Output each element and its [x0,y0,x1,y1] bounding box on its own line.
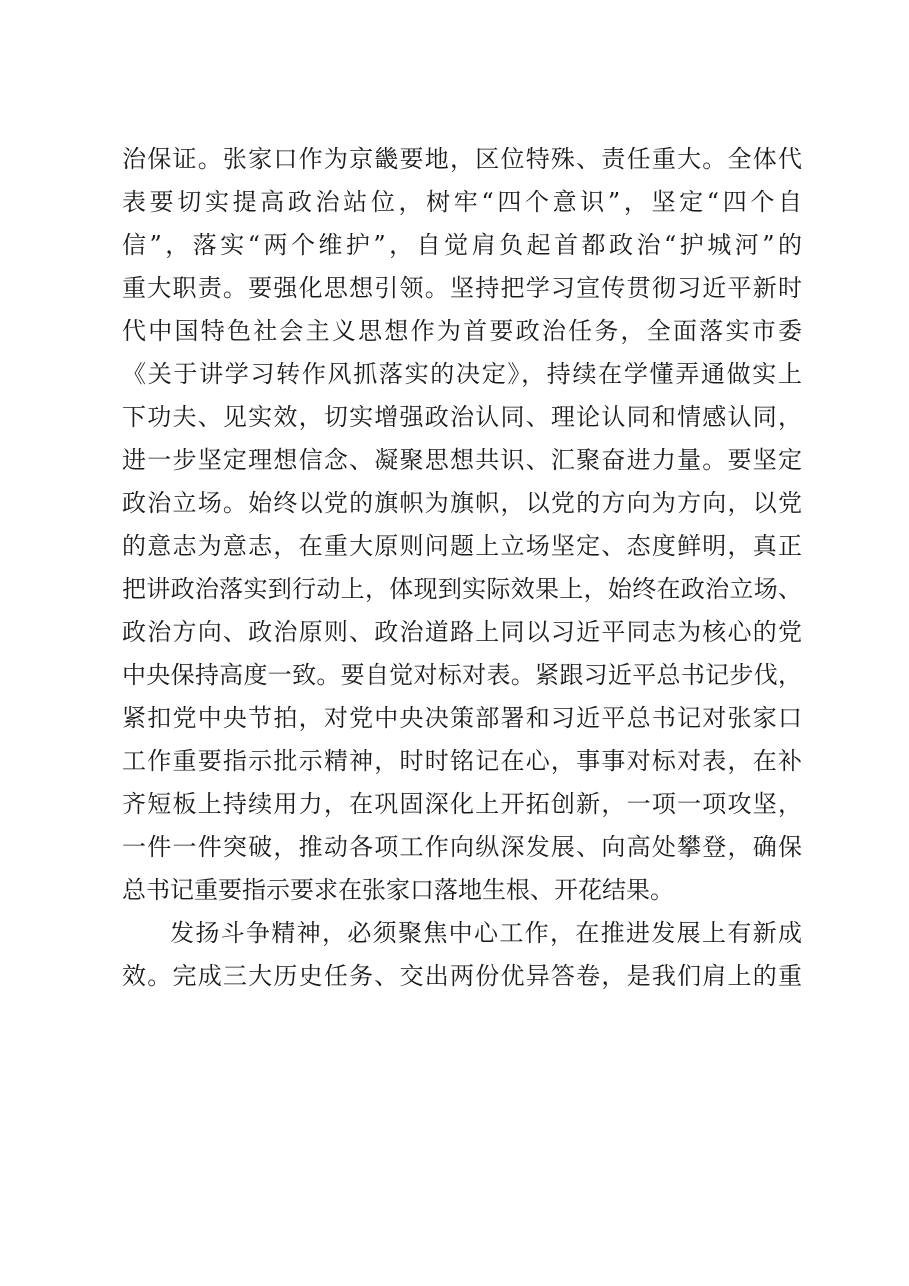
text-line: 工作重要指示批示精神，时时铭记在心，事事对标对表，在补 [122,747,802,775]
text-line: 下功夫、见实效，切实增强政治认同、理论认同和情感认同， [122,403,802,431]
text-line: 《关于讲学习转作风抓落实的决定》，持续在学懂弄通做实上 [122,360,802,388]
paragraph-2 [122,912,802,998]
text-line: 发扬斗争精神，必须聚焦中心工作，在推进发展上有新成 [170,919,802,947]
text-line: 代中国特色社会主义思想作为首要政治任务，全面落实市委 [122,317,802,345]
text-line: 总书记重要指示要求在张家口落地生根、开花结果。 [122,876,674,904]
text-line: 表要切实提高政治站位，树牢“四个意识”，坚定“四个自 [122,188,802,216]
text-line: 进一步坚定理想信念、凝聚思想共识、汇聚奋进力量。要坚定 [122,446,802,474]
text-line: 政治立场。始终以党的旗帜为旗帜，以党的方向为方向，以党 [122,489,802,517]
text-line: 一件一件突破，推动各项工作向纵深发展、向高处攀登，确保 [122,833,802,861]
text-line: 中央保持高度一致。要自觉对标对表。紧跟习近平总书记步伐， [122,661,802,689]
text-line: 政治方向、政治原则、政治道路上同以习近平同志为核心的党 [122,618,802,646]
text-line: 效。完成三大历史任务、交出两份优异答卷，是我们肩上的重 [122,962,802,990]
text-line: 信”，落实“两个维护”，自觉肩负起首都政治“护城河”的 [122,231,802,259]
text-line: 重大职责。要强化思想引领。坚持把学习宣传贯彻习近平新时 [122,274,802,302]
text-line: 紧扣党中央节拍，对党中央决策部署和习近平总书记对张家口 [122,704,802,732]
text-line: 齐短板上持续用力，在巩固深化上开拓创新，一项一项攻坚， [122,790,802,818]
paragraph-1 [122,138,802,912]
text-line: 的意志为意志，在重大原则问题上立场坚定、态度鲜明，真正 [122,532,802,560]
text-line: 把讲政治落实到行动上，体现到实际效果上，始终在政治立场、 [122,575,802,603]
document-body [122,138,802,998]
text-line: 治保证。张家口作为京畿要地，区位特殊、责任重大。全体代 [122,145,802,173]
